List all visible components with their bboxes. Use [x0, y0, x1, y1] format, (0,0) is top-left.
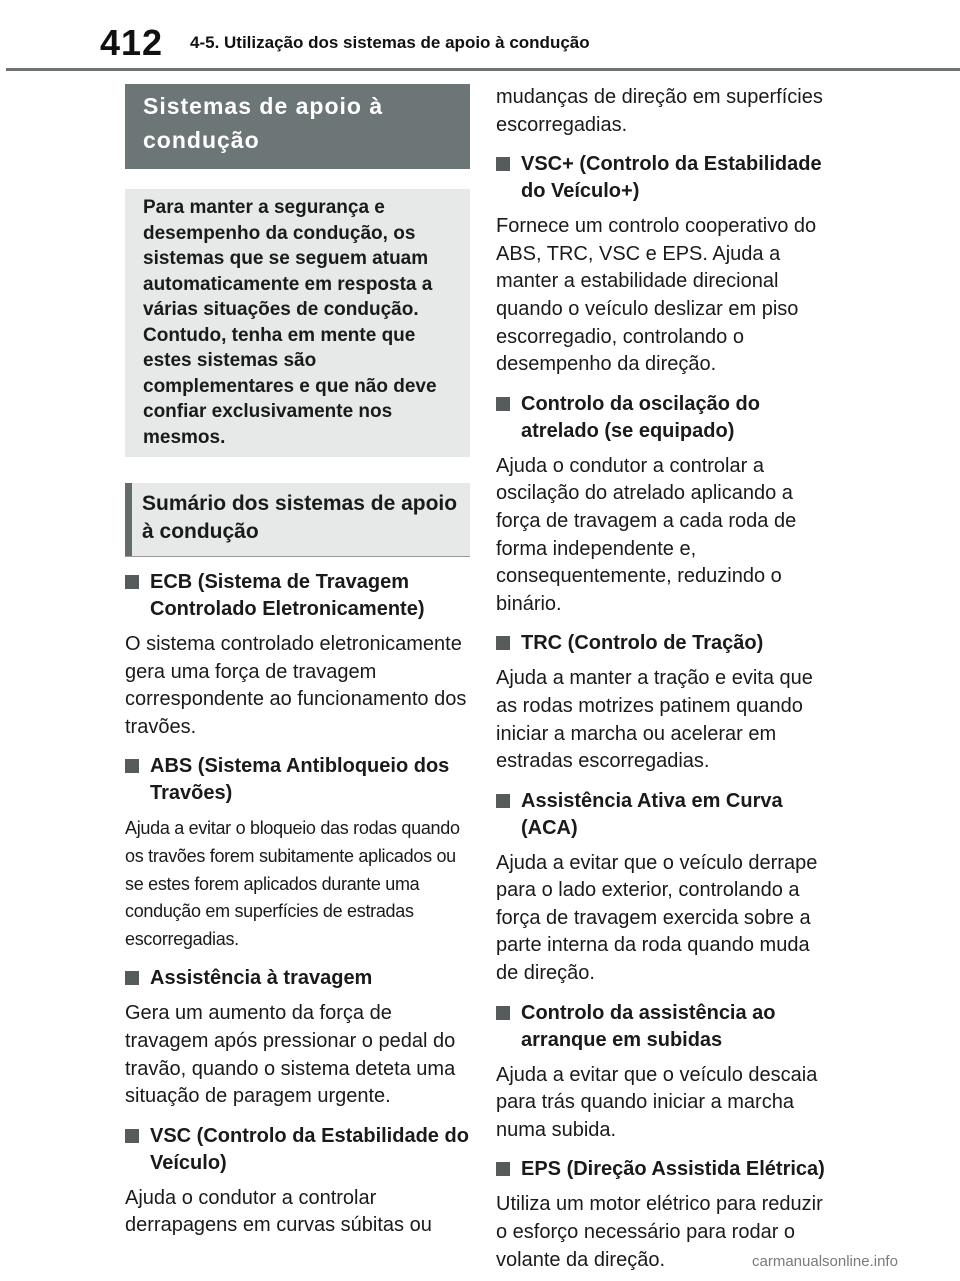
list-item [496, 1000, 836, 1145]
right-column [496, 84, 836, 1274]
continued-text: mudanças de direção em superfícies escorregadias. [496, 86, 823, 136]
item-body: Fornece um controlo cooperativo do ABS, TRC, VSC e EPS. Ajuda a manter a estabilidade direcional quando o veículo deslizar em piso escorregadio, controlando o desempenho da direção. [496, 215, 817, 376]
square-bullet-icon [496, 1162, 510, 1176]
list-item [125, 965, 470, 1110]
item-body: Ajuda a manter a tração e evita que as rodas motrizes patinem quando iniciar a marcha ou acelerar em estradas escorregadias. [496, 667, 813, 773]
list-item [496, 391, 836, 619]
list-item [496, 630, 836, 775]
item-body: Ajuda o condutor a controlar derrapagens em curvas súbitas ou [125, 1186, 432, 1237]
list-item [125, 1123, 470, 1240]
list-item [125, 753, 470, 953]
item-title: VSC (Controlo da Estabilidade do Veículo) [150, 1124, 469, 1174]
summary-heading: Sumário dos sistemas de apoio à condução [125, 483, 470, 556]
list-item [125, 569, 470, 741]
square-bullet-icon [125, 575, 139, 589]
square-bullet-icon [496, 794, 510, 808]
left-column [125, 84, 470, 1240]
item-title: EPS (Direção Assistida Elétrica) [521, 1158, 825, 1181]
header-divider [6, 68, 960, 71]
square-bullet-icon [496, 636, 510, 650]
list-item [496, 788, 836, 988]
item-title: Assistência à travagem [150, 967, 373, 990]
list-item [496, 151, 836, 379]
square-bullet-icon [496, 1006, 510, 1020]
item-title: Controlo da assistência ao arranque em subidas [521, 1001, 776, 1051]
item-title: TRC (Controlo de Tração) [521, 632, 764, 655]
item-body: Ajuda a evitar que o veículo descaia para trás quando iniciar a marcha numa subida. [496, 1063, 818, 1141]
summary-divider [125, 556, 470, 557]
square-bullet-icon [125, 1129, 139, 1143]
item-body: Utiliza um motor elétrico para reduzir o esforço necessário para rodar o volante da direção. [496, 1193, 823, 1271]
chapter-title: 4-5. Utilização dos sistemas de apoio à condução [190, 33, 590, 52]
intro-box: Para manter a segurança e desempenho da condução, os sistemas que se seguem atuam automaticamente em resposta a várias situações de condução. Contudo, tenha em mente que estes sistemas são complementares e que não deve confiar exclusivamente nos mesmos. [125, 189, 470, 457]
item-title: VSC+ (Controlo da Estabilidade do Veículo+) [521, 153, 822, 203]
page-header [0, 0, 960, 70]
item-body: Ajuda a evitar que o veículo derrape para o lado exterior, controlando a força de travagem exercida sobre a parte interna da roda quando muda de direção. [496, 851, 818, 985]
item-title: Controlo da oscilação do atrelado (se equipado) [521, 392, 760, 442]
square-bullet-icon [125, 759, 139, 773]
square-bullet-icon [496, 397, 510, 411]
section-title: Sistemas de apoio à condução [125, 84, 470, 169]
item-title: ECB (Sistema de Travagem Controlado Eletronicamente) [150, 571, 425, 620]
square-bullet-icon [496, 157, 510, 171]
page-number: 412 [100, 22, 164, 63]
item-title: Assistência Ativa em Curva (ACA) [521, 789, 783, 839]
item-body: Ajuda o condutor a controlar a oscilação do atrelado aplicando a força de travagem a cada roda de forma independente e, consequentemente, reduzindo o binário. [496, 454, 797, 615]
item-title: ABS (Sistema Antibloqueio dos Travões) [150, 755, 450, 805]
item-body: Ajuda a evitar o bloqueio das rodas quando os travões forem subitamente aplicados ou se estes forem aplicados durante uma condução em superfícies de estradas escorregadias. [125, 818, 460, 949]
watermark: carmanualsonline.info [752, 1253, 898, 1270]
item-body: O sistema controlado eletronicamente gera uma força de travagem correspondente ao funcionamento dos travões. [125, 633, 467, 738]
square-bullet-icon [125, 971, 139, 985]
item-body: Gera um aumento da força de travagem após pressionar o pedal do travão, quando o sistema deteta uma situação de paragem urgente. [125, 1002, 456, 1108]
